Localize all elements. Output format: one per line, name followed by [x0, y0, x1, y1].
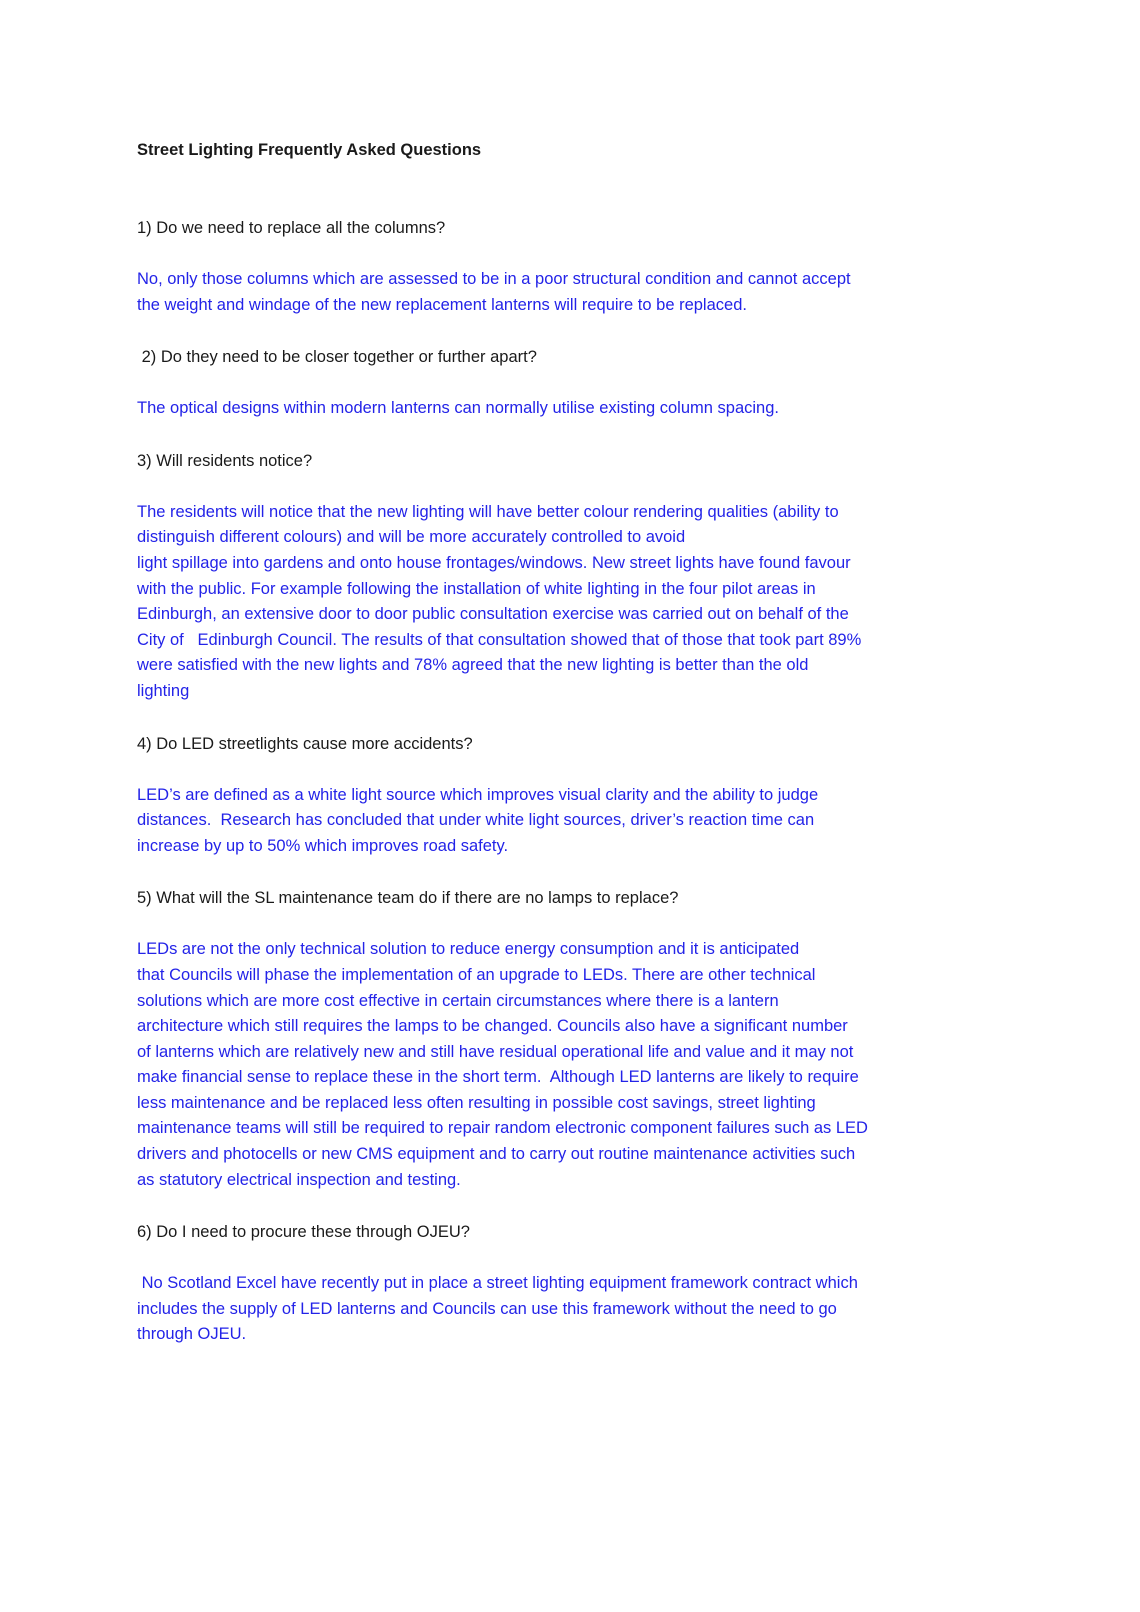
faq-item-6 — [137, 1220, 997, 1348]
answer-line: The residents will notice that the new lighting will have better colour rendering qualities (ability to — [137, 502, 839, 521]
document-title: Street Lighting Frequently Asked Questions — [137, 141, 482, 159]
faq-question-5: 5) What will the SL maintenance team do if there are no lamps to replace? — [137, 889, 679, 908]
faq-answer-2 — [137, 396, 997, 422]
answer-line: LED’s are defined as a white light source which improves visual clarity and the ability to judge — [137, 785, 819, 804]
faq-answer-6 — [137, 1271, 997, 1348]
answer-line: LEDs are not the only technical solution to reduce energy consumption and it is anticipated — [137, 940, 800, 959]
answer-line: the weight and windage of the new replacement lanterns will require to be replaced. — [137, 295, 747, 314]
answer-line: less maintenance and be replaced less often resulting in possible cost savings, street lighting — [137, 1093, 816, 1112]
answer-line: that Councils will phase the implementation of an upgrade to LEDs. There are other technical — [137, 965, 816, 984]
faq-item-3 — [137, 449, 997, 705]
faq-answer-4 — [137, 783, 997, 860]
answer-line: City of Edinburgh Council. The results of that consultation showed that of those that took part 89% — [137, 630, 862, 649]
answer-line: solutions which are more cost effective in certain circumstances where there is a lantern — [137, 991, 779, 1010]
answer-line: with the public. For example following the installation of white lighting in the four pilot areas in — [137, 579, 816, 598]
answer-line: lighting — [137, 681, 190, 700]
answer-line: as statutory electrical inspection and testing. — [137, 1170, 461, 1189]
answer-line: No Scotland Excel have recently put in place a street lighting equipment framework contract which — [137, 1274, 858, 1293]
answer-line: drivers and photocells or new CMS equipment and to carry out routine maintenance activities such — [137, 1145, 856, 1164]
faq-question-1: 1) Do we need to replace all the columns? — [137, 219, 446, 237]
faq-item-1 — [137, 216, 997, 318]
answer-line: were satisfied with the new lights and 78% agreed that the new lighting is better than the old — [137, 656, 809, 675]
faq-question-2: 2) Do they need to be closer together or further apart? — [137, 348, 537, 367]
answer-line: through OJEU. — [137, 1325, 247, 1344]
faq-question-3: 3) Will residents notice? — [137, 451, 313, 470]
answer-line: distinguish different colours) and will be more accurately controlled to avoid — [137, 528, 686, 547]
faq-item-4 — [137, 732, 997, 860]
faq-item-2 — [137, 345, 997, 422]
answer-line: light spillage into gardens and onto house frontages/windows. New street lights have found favour — [137, 553, 851, 572]
answer-line: No, only those columns which are assessed to be in a poor structural condition and cannot accept — [137, 270, 851, 288]
answer-line: maintenance teams will still be required to repair random electronic component failures such as LED — [137, 1119, 868, 1138]
answer-line: distances. Research has concluded that under white light sources, driver’s reaction time can — [137, 811, 815, 830]
faq-item-5 — [137, 886, 997, 1193]
faq-question-6: 6) Do I need to procure these through OJEU? — [137, 1223, 470, 1242]
faq-answer-5 — [137, 937, 997, 1193]
faq-question-4: 4) Do LED streetlights cause more accidents? — [137, 734, 473, 753]
answer-line: of lanterns which are relatively new and still have residual operational life and value and it may not — [137, 1042, 854, 1061]
faq-answer-3 — [137, 500, 997, 705]
answer-line: make financial sense to replace these in the short term. Although LED lanterns are likely to require — [137, 1068, 859, 1087]
answer-line: The optical designs within modern lanterns can normally utilise existing column spacing. — [137, 399, 779, 418]
answer-line: architecture which still requires the lamps to be changed. Councils also have a significant number — [137, 1017, 848, 1036]
answer-line: increase by up to 50% which improves road safety. — [137, 836, 509, 855]
answer-line: includes the supply of LED lanterns and Councils can use this framework without the need to go — [137, 1299, 837, 1318]
document-body — [137, 138, 997, 1375]
answer-line: Edinburgh, an extensive door to door public consultation exercise was carried out on behalf of the — [137, 605, 849, 624]
faq-answer-1 — [137, 267, 997, 318]
